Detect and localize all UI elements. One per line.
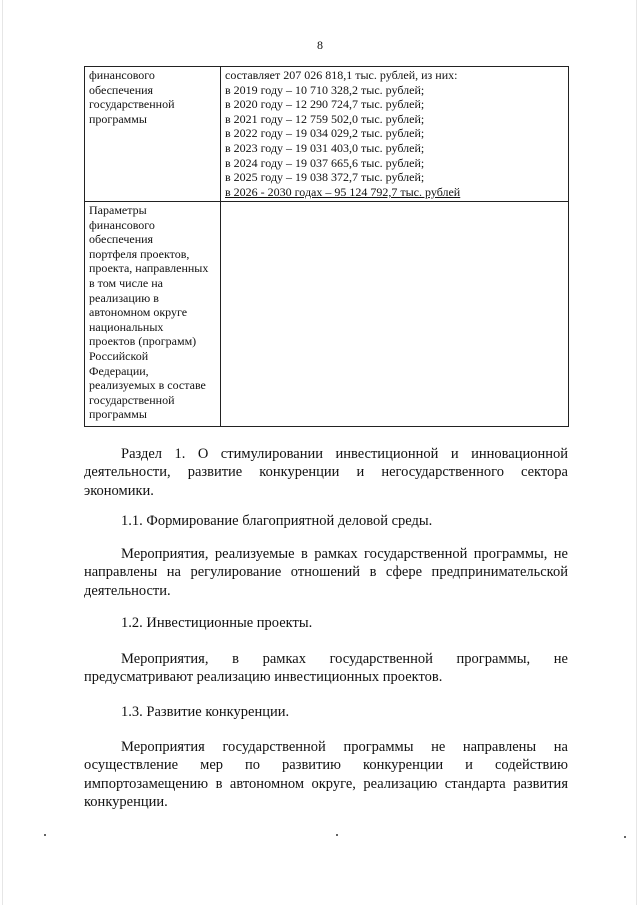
cell-text-line: в 2025 году – 19 038 372,7 тыс. рублей; <box>225 170 425 185</box>
cell-text-line: в 2022 году – 19 034 029,2 тыс. рублей; <box>225 126 425 141</box>
body-line: конкуренции. <box>84 794 168 811</box>
body-line: деятельности. <box>84 582 171 599</box>
scan-edge-right <box>636 0 637 905</box>
body-line: предусматривают реализацию инвестиционных проектов. <box>84 669 443 686</box>
table-cell-label <box>85 202 221 427</box>
subsection-body <box>84 545 568 600</box>
cell-text-line: обеспечения <box>89 232 154 247</box>
cell-text-line: в 2024 году – 19 037 665,6 тыс. рублей; <box>225 155 425 170</box>
cell-text-line: в 2019 году – 10 710 328,2 тыс. рублей; <box>225 82 425 97</box>
table-row <box>85 202 569 427</box>
cell-text-line: программы <box>89 407 147 422</box>
subsection-heading: 1.3. Развитие конкуренции. <box>121 704 290 720</box>
scan-speck <box>336 834 338 836</box>
body-line: Мероприятия, в рамках государственной программы, не <box>121 651 568 667</box>
table-row <box>85 67 569 202</box>
cell-text-line: в 2023 году – 19 031 403,0 тыс. рублей; <box>225 140 425 155</box>
cell-text-line: автономном округе <box>89 305 188 320</box>
cell-text-line: Параметры <box>89 203 147 217</box>
section-title-line: экономики. <box>84 482 154 499</box>
subsection-body <box>84 650 568 687</box>
body-line: осуществление мер по развитию конкуренции и содействию <box>84 757 568 774</box>
body-line: Мероприятия государственной программы не направлены на <box>121 739 568 755</box>
table-cell-value <box>221 67 569 202</box>
section-title-line: Раздел 1. О стимулировании инвестиционной и инновационной <box>121 446 568 462</box>
cell-text-line: Российской <box>89 348 149 363</box>
subsection-body <box>84 738 568 812</box>
cell-text-line: в 2021 году – 12 759 502,0 тыс. рублей; <box>225 111 425 126</box>
page-number: 8 <box>317 38 323 52</box>
cell-text-line: проекта, направленных <box>89 261 209 276</box>
cell-text-line: в 2020 году – 12 290 724,7 тыс. рублей; <box>225 97 425 112</box>
scan-speck <box>624 836 626 838</box>
cell-text-line: финансового <box>89 68 155 82</box>
cell-text-line: составляет 207 026 818,1 тыс. рублей, из них: <box>225 68 458 82</box>
cell-text-line: государственной <box>89 97 175 112</box>
financing-table <box>84 66 569 427</box>
section-title <box>84 445 568 500</box>
cell-text-line: проектов (программ) <box>89 334 197 349</box>
table-cell-value-empty <box>221 202 569 427</box>
subsection-heading: 1.1. Формирование благоприятной деловой среды. <box>121 513 433 529</box>
cell-text-line: реализуемых в составе <box>89 378 206 393</box>
cell-text-line: портфеля проектов, <box>89 246 190 261</box>
cell-text-line: обеспечения <box>89 82 154 97</box>
cell-text-line: Федерации, <box>89 363 149 378</box>
cell-text-line: финансового <box>89 217 155 232</box>
cell-text-line: национальных <box>89 319 164 334</box>
scan-edge-left <box>2 0 3 905</box>
cell-text-line: в 2026 - 2030 годах – 95 124 792,7 тыс. рублей <box>225 184 461 199</box>
cell-text-line: программы <box>89 111 147 126</box>
scan-speck <box>44 834 46 836</box>
body-line: Мероприятия, реализуемые в рамках государственной программы, не <box>121 546 568 562</box>
table-cell-label <box>85 67 221 202</box>
cell-text-line: в том числе на <box>89 275 163 290</box>
subsection-heading: 1.2. Инвестиционные проекты. <box>121 615 313 631</box>
body-line: направлены на регулирование отношений в сфере предпринимательской <box>84 564 568 581</box>
cell-text-line: государственной <box>89 392 175 407</box>
body-line: импортозамещению в автономном округе, реализацию стандарта развития <box>84 775 568 792</box>
cell-text-line: реализацию в <box>89 290 159 305</box>
section-title-line: деятельности, развитие конкуренции и негосударственного сектора <box>84 464 568 481</box>
